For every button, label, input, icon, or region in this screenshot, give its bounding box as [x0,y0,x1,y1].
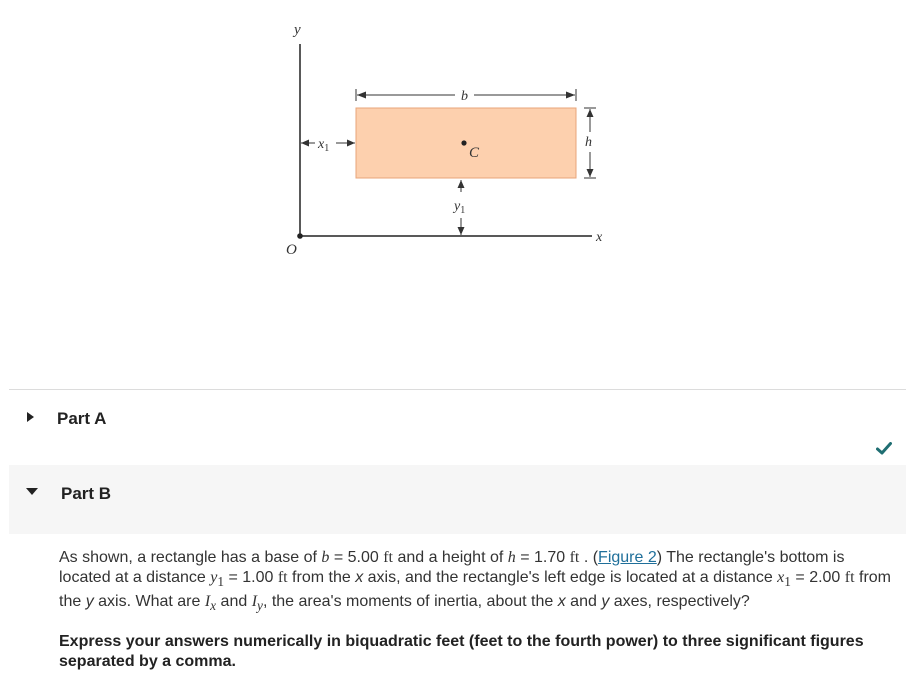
centroid-label: C [469,145,480,161]
figure-link[interactable]: Figure 2 [598,549,657,566]
part-a-label: Part A [57,409,107,428]
question-text: As shown, a rectangle has a base of b = 5.00 ft and a height of h = 1.70 ft . (Figure 2) The rectangle's bottom is located at a distance $y_1 = 1.00$ ft from the x axis, and the rectangle's left edge is located at a distance $x_1 = 2.00$ ft from the y axis. What are $I_x$ and $I_y$, the area's moments of inertia, about the x and y axes, respectively? [59,549,892,614]
height-label: h [585,135,592,150]
caret-right-icon [27,412,34,422]
origin-label: O [286,242,297,258]
base-label: b [461,89,468,104]
instructions: Express your answers numerically in biquadratic feet (feet to the fourth power) to three significant figures separated by a comma. [59,633,864,671]
y-axis-label: y [294,22,301,38]
x1-label: $x_1$ [318,137,330,154]
part-a-header[interactable] [9,390,906,464]
caret-down-icon [26,488,38,495]
question-content [59,548,892,672]
part-b-header[interactable] [9,465,906,534]
centroid-dot [461,140,466,145]
checkmark-icon [876,442,892,460]
origin-dot [297,233,303,239]
y1-label: $y_1$ [454,199,466,216]
part-b-label: Part B [61,484,112,503]
rectangle-diagram [0,0,906,300]
figure [0,0,906,300]
x-axis-label: x [596,230,603,245]
